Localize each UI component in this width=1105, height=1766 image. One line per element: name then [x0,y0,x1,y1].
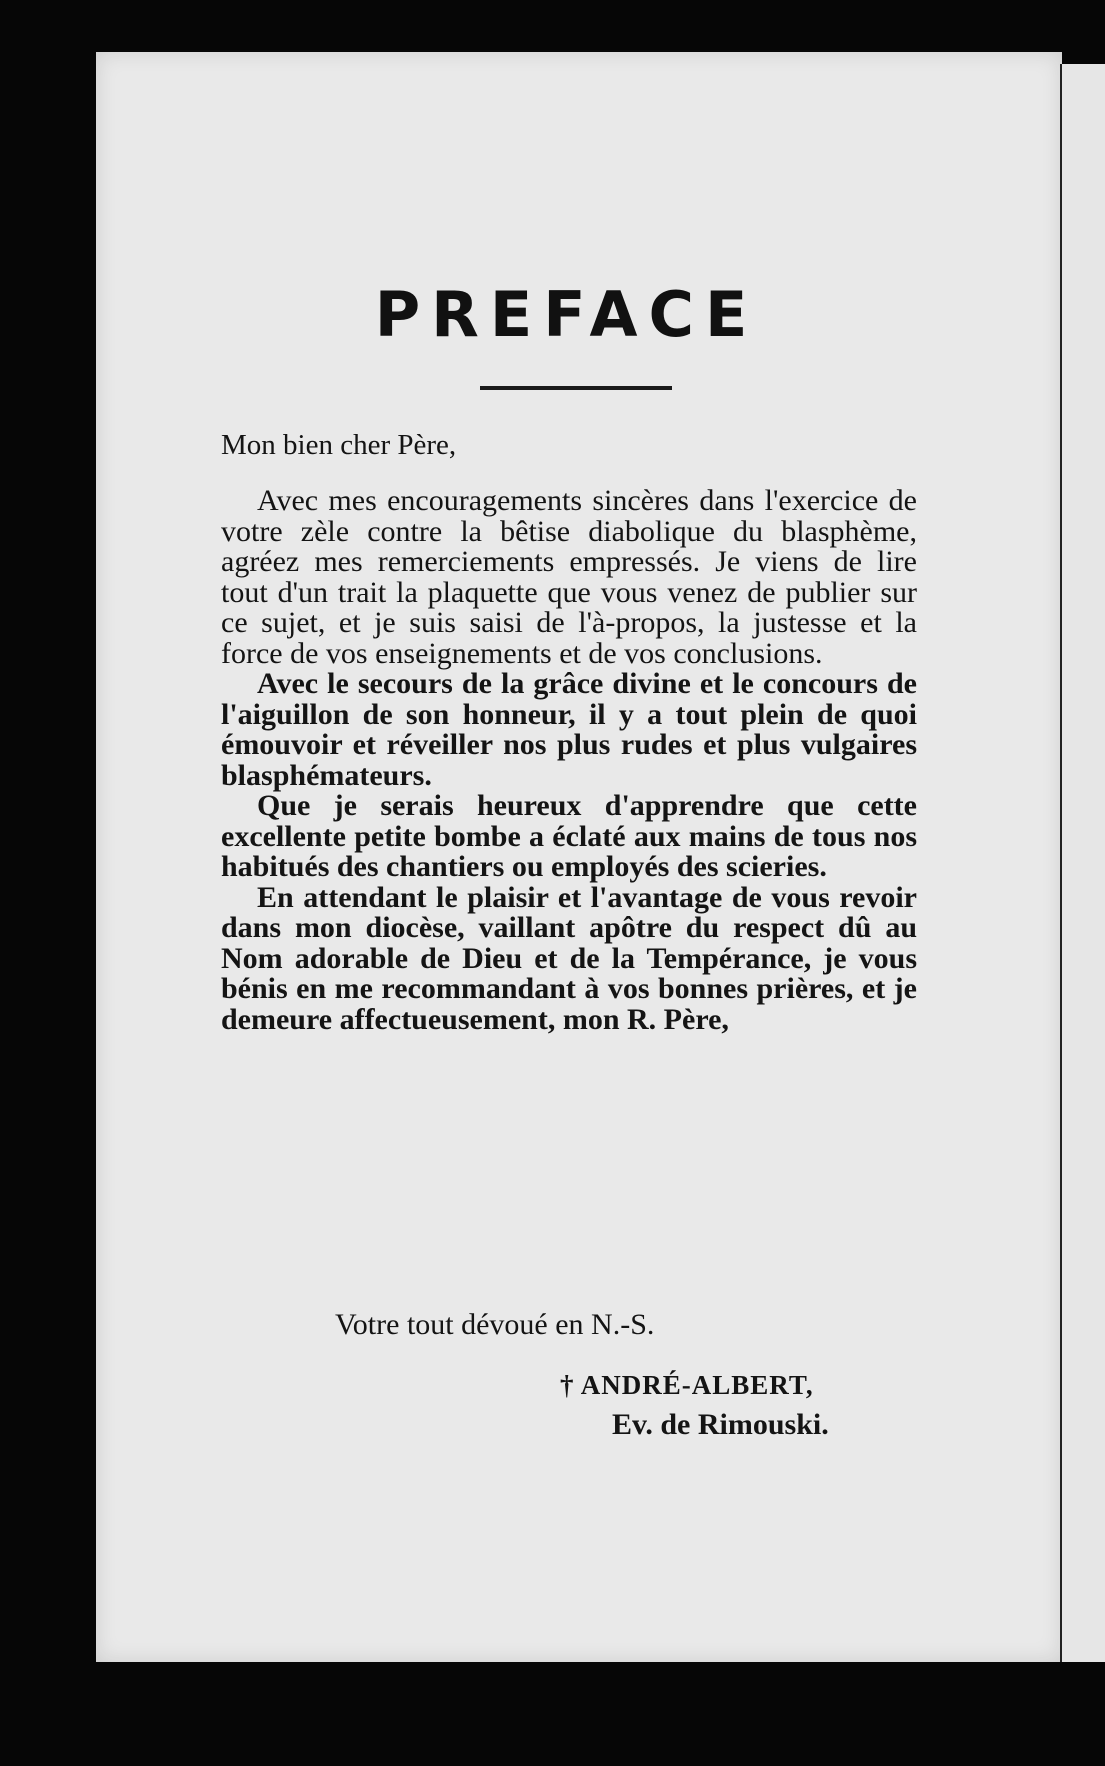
paragraph-3: Que je serais heureux d'apprendre que cette excellente petite bombe a éclaté aux mains de tous nos habitués des chantiers ou employés des scieries. [221,789,917,883]
signature-name: † ANDRÉ-ALBERT, [560,1370,814,1400]
paragraph-2: Avec le secours de la grâce divine et le concours de l'aiguillon de son honneur, il y a tout plein de quoi émouvoir et réveiller nos plus rudes et plus vulgaires blasphémateurs. [221,667,917,792]
paragraph-1: Avec mes encouragements sincères dans l'exercice de votre zèle contre la bêtise diabolique du blasphème, agréez mes remerciements empressés. Je viens de lire tout d'un trait la plaquette que vous venez de publier sur ce sujet, et je suis saisi de l'à-propos, la justesse et la force de vos enseignements et de vos conclusions. [221,484,917,670]
paragraph-4: En attendant le plaisir et l'avantage de vous revoir dans mon diocèse, vaillant apôtre du respect dû au Nom adorable de Dieu et de la Tempérance, je vous bénis en me recommandant à vos bonnes prières, et je demeure affectueusement, mon R. Père, [221,880,917,1036]
salutation: Mon bien cher Père, [221,429,457,461]
letter-body [221,428,917,1035]
closing-line: Votre tout dévoué en N.-S. [335,1308,655,1341]
signature-title: Ev. de Rimouski. [612,1408,829,1441]
page-title: PREFACE [374,278,759,351]
title-rule [480,386,672,390]
